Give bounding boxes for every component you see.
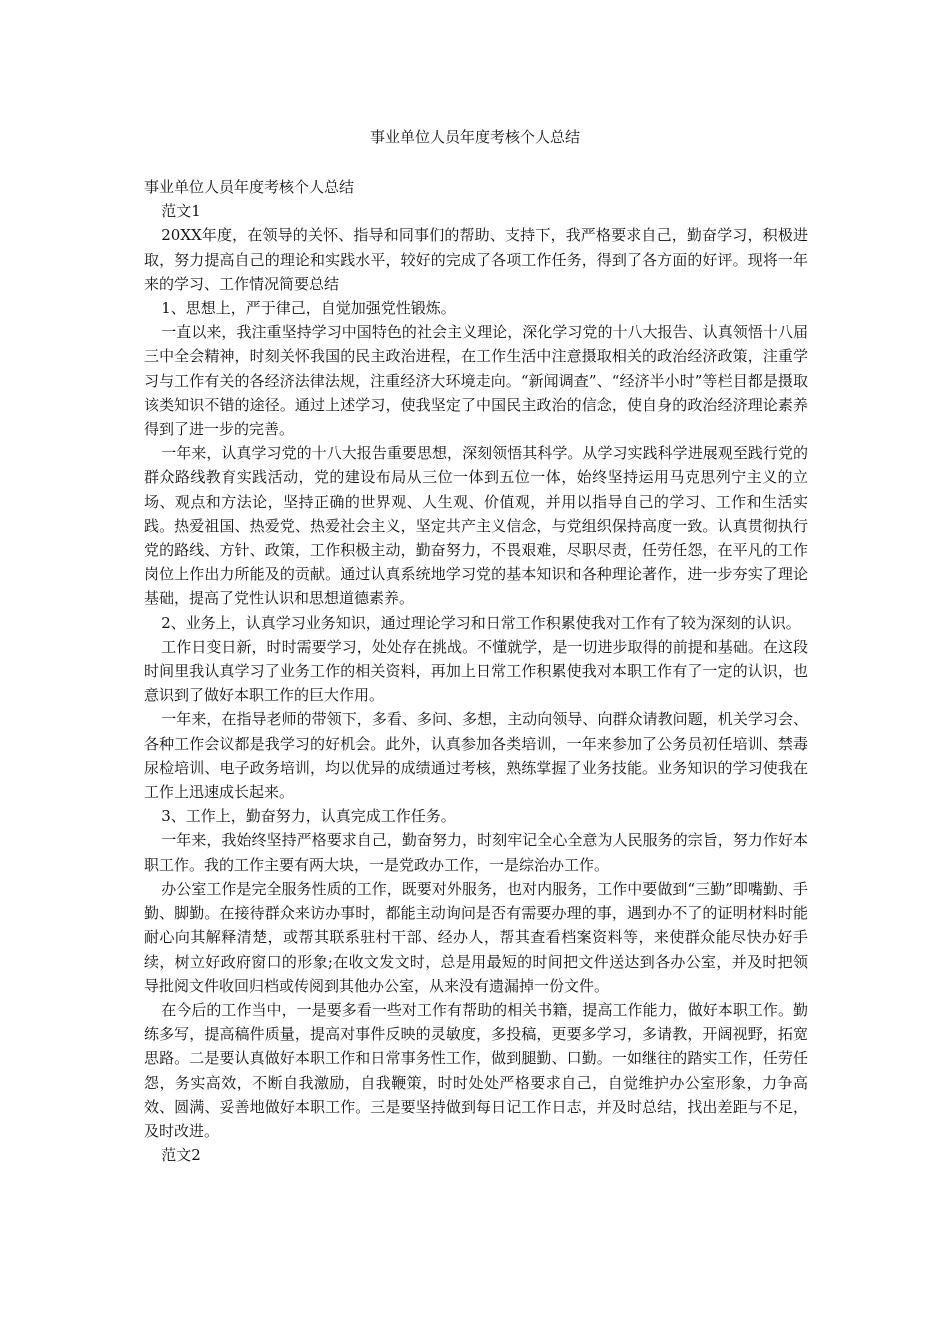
paragraph: 办公室工作是完全服务性质的工作，既要对外服务，也对内服务，工作中要做到“三勤”即嘴勤、手勤、脚勤。在接待群众来访办事时，都能主动询问是否有需要办理的事，遇到办不了的证明材料时能耐心向其解释清楚，或帮其联系驻村干部、经办人，帮其查看档案资料等，来使群众能尽快办好手续，树立好政府窗口的形象;在收文发文时，总是用最短的时间把文件送达到各办公室，并及时把领导批阅文件收回归档或传阅到其他办公室，从来没有遗漏掉一份文件。 bbox=[144, 879, 808, 995]
paragraph: 一年来，我始终坚持严格要求自己，勤奋努力，时刻牢记全心全意为人民服务的宗旨，努力作好本职工作。我的工作主要有两大块，一是党政办工作，一是综治办工作。 bbox=[144, 831, 808, 874]
paragraph: 范文2 bbox=[161, 1146, 201, 1165]
paragraph: 3、工作上，勤奋努力，认真完成工作任务。 bbox=[161, 807, 456, 826]
paragraph: 一年来，认真学习党的十八大报告重要思想，深刻领悟其科学。从学习实践科学进展观至践行党的群众路线教育实践活动，党的建设布局从三位一体到五位一体，始终坚持运用马克思列宁主义的立场、观点和方法论，坚持正确的世界观、人生观、价值观，并用以指导自己的学习、工作和生活实践。热爱祖国、热爱党、热爱社会主义，坚定共产主义信念，与党组织保持高度一致。认真贯彻执行党的路线、方针、政策，工作积极主动，勤奋努力，不畏艰难，尽职尽责，任劳任怨，在平凡的工作岗位上作出力所能及的贡献。通过认真系统地学习党的基本知识和各种理论著作，进一步夯实了理论基础，提高了党性认识和思想道德素养。 bbox=[144, 444, 808, 608]
paragraph: 20XX年度，在领导的关怀、指导和同事们的帮助、支持下，我严格要求自己，勤奋学习，积极进取，努力提高自己的理论和实践水平，较好的完成了各项工作任务，得到了各方面的好评。现将一年来的学习、工作情况简要总结 bbox=[144, 226, 808, 293]
paragraph: 在今后的工作当中，一是要多看一些对工作有帮助的相关书籍，提高工作能力，做好本职工作。勤练多写，提高稿件质量，提高对事件反映的灵敏度，多投稿，更要多学习，多请教，开阔视野，拓宽思路。二是要认真做好本职工作和日常事务性工作，做到腿勤、口勤。一如继往的踏实工作，任劳任怨，务实高效，不断自我激励，自我鞭策，时时处处严格要求自己，自觉维护办公室形象，力争高效、圆满、妥善地做好本职工作。三是要坚持做到每日记工作日志，并及时总结，找出差距与不足，及时改进。 bbox=[144, 1000, 808, 1140]
document-body bbox=[144, 175, 808, 1167]
paragraph: 1、思想上，严于律己，自觉加强党性锻炼。 bbox=[161, 299, 456, 318]
paragraph: 一直以来，我注重坚持学习中国特色的社会主义理论，深化学习党的十八大报告、认真领悟十八届三中全会精神，时刻关怀我国的民主政治进程，在工作生活中注意摄取相关的政治经济政策，注重学习与工作有关的各经济法律法规，注重经济大环境走向。“新闻调查”、“经济半小时”等栏目都是摄取该类知识不错的途径。通过上述学习，使我坚定了中国民主政治的信念，使自身的政治经济理论素养得到了进一步的完善。 bbox=[144, 323, 808, 439]
paragraph: 工作日变日新，时时需要学习，处处存在挑战。不懂就学，是一切进步取得的前提和基础。在这段时间里我认真学习了业务工作的相关资料，再加上日常工作积累使我对本职工作有了一定的认识，也意识到了做好本职工作的巨大作用。 bbox=[144, 637, 808, 705]
document-subtitle: 事业单位人员年度考核个人总结 bbox=[144, 178, 355, 196]
paragraph: 2、业务上，认真学习业务知识，通过理论学习和日常工作积累使我对工作有了较为深刻的认识。 bbox=[161, 613, 801, 632]
paragraph: 一年来，在指导老师的带领下，多看、多问、多想，主动向领导、向群众请教问题，机关学习会、各种工作会议都是我学习的好机会。此外，认真参加各类培训，一年来参加了公务员初任培训、禁毒尿检培训、电子政务培训，均以优异的成绩通过考核，熟练掌握了业务技能。业务知识的学习使我在工作上迅速成长起来。 bbox=[144, 710, 808, 802]
paragraph: 范文1 bbox=[161, 202, 201, 221]
document-title: 事业单位人员年度考核个人总结 bbox=[369, 128, 580, 146]
